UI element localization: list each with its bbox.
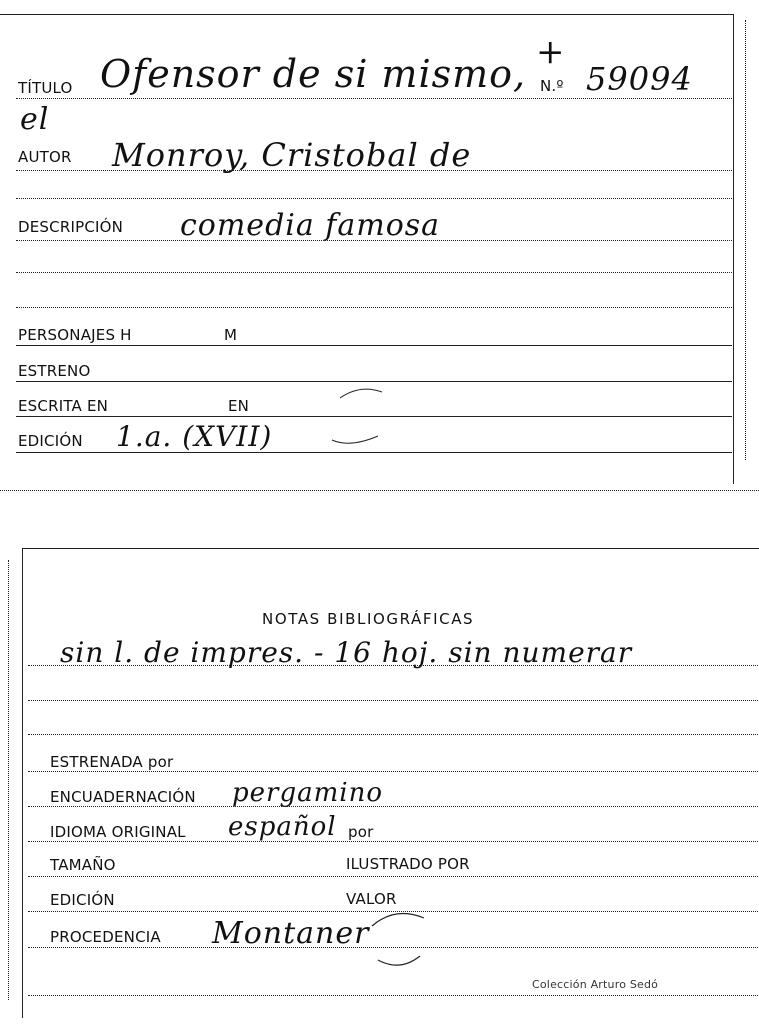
- titulo-value: Ofensor de si mismo,: [100, 52, 527, 96]
- encuadernacion-label: ENCUADERNACIÓN: [50, 788, 196, 806]
- escrita-en-label: EN: [228, 397, 250, 415]
- estreno-label: ESTRENO: [18, 362, 91, 380]
- ilustrado-label: ILUSTRADO POR: [346, 855, 470, 873]
- titulo-cross: +: [536, 32, 566, 72]
- edicion-label: EDICIÓN: [18, 432, 83, 450]
- notas-value: sin l. de impres. - 16 hoj. sin numerar: [60, 636, 633, 669]
- numero-label: N.º: [540, 77, 564, 95]
- encuadernacion-value: pergamino: [232, 778, 383, 808]
- numero-value: 59094: [586, 60, 693, 98]
- procedencia-label: PROCEDENCIA: [50, 928, 161, 946]
- escrita-label: ESCRITA EN: [18, 397, 109, 415]
- tamano-label: TAMAÑO: [50, 856, 116, 874]
- personajes-m-label: M: [224, 326, 238, 344]
- top-hole-mark: [332, 389, 382, 443]
- autor-label: AUTOR: [18, 148, 72, 166]
- edicion-value: 1.a. (XVII): [116, 420, 273, 453]
- titulo-article: el: [20, 102, 50, 137]
- titulo-label: TÍTULO: [18, 79, 73, 97]
- bottom-hole-mark: [372, 914, 424, 966]
- autor-value: Monroy, Cristobal de: [112, 136, 472, 174]
- collection-footer: Colección Arturo Sedó: [532, 978, 659, 991]
- idioma-value: español: [228, 812, 337, 842]
- descripcion-label: DESCRIPCIÓN: [18, 218, 124, 236]
- idioma-label: IDIOMA ORIGINAL: [50, 823, 186, 841]
- idioma-por-label: por: [348, 823, 374, 841]
- valor-label: VALOR: [346, 890, 397, 908]
- notas-heading: NOTAS BIBLIOGRÁFICAS: [262, 610, 475, 628]
- descripcion-value: comedia famosa: [180, 208, 441, 243]
- procedencia-value: Montaner: [212, 916, 370, 951]
- personajes-label: PERSONAJES H: [18, 326, 132, 344]
- edicion-bottom-label: EDICIÓN: [50, 891, 115, 909]
- estrenada-label: ESTRENADA por: [50, 753, 174, 771]
